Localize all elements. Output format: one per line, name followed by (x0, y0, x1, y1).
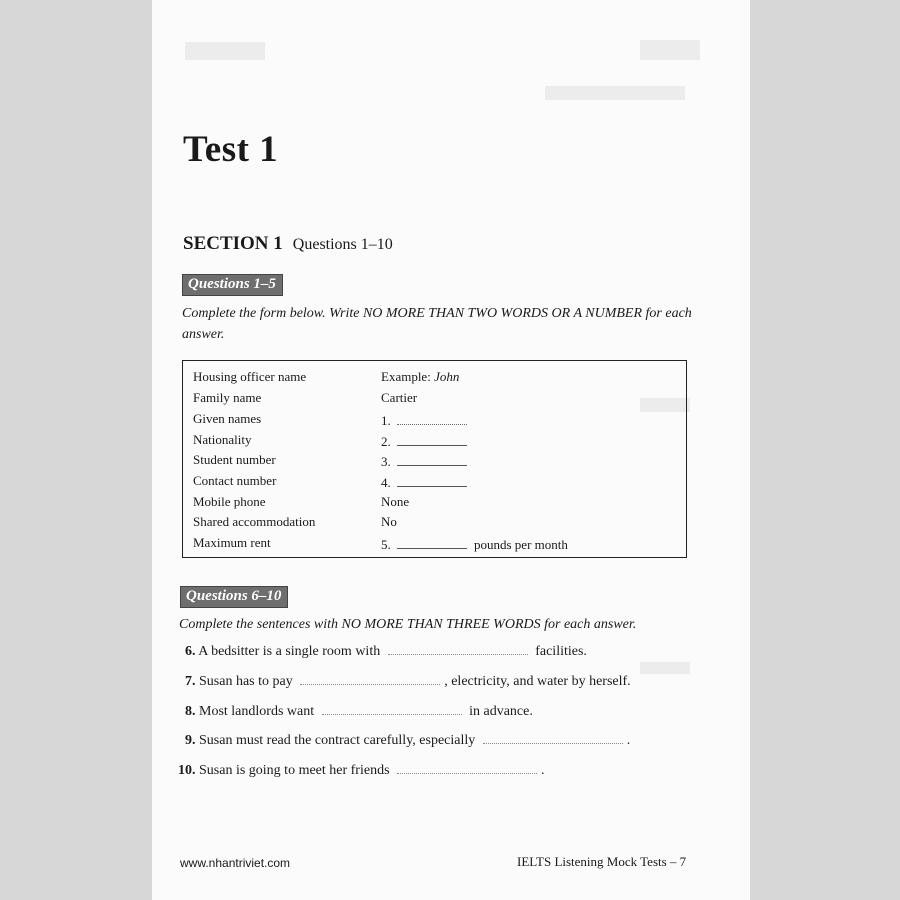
sentence-8 (185, 702, 533, 720)
form-value: None (381, 494, 410, 509)
form-value (381, 535, 568, 553)
answer-blank[interactable] (388, 642, 528, 655)
answer-blank[interactable] (397, 473, 467, 487)
answer-blank[interactable] (397, 761, 537, 774)
form-label: Contact number (193, 473, 277, 488)
sentence-text: Susan must read the contract carefully, especially (199, 733, 476, 748)
answer-number: 3. (381, 454, 391, 469)
sentence-9 (185, 731, 630, 749)
answer-blank[interactable] (300, 672, 440, 685)
answer-blank[interactable] (397, 535, 467, 549)
sentence-text: Susan has to pay (199, 674, 293, 689)
sentence-number: 10. (178, 763, 196, 778)
sentence-10 (178, 761, 545, 779)
sentence-7 (185, 672, 631, 690)
form-value (381, 473, 467, 491)
sentence-number: 6. (185, 644, 196, 659)
sentence-text: Most landlords want (199, 704, 315, 719)
form-label: Nationality (193, 432, 252, 447)
form-value (381, 369, 459, 385)
footer-book-title: IELTS Listening Mock Tests – 7 (517, 854, 687, 869)
form-label: Student number (193, 452, 276, 467)
questions-6-10-label: Questions 6–10 (180, 586, 288, 608)
sentence-text: Susan is going to meet her friends (199, 763, 390, 778)
footer-website: www.nhantriviet.com (180, 856, 291, 870)
section-heading (183, 233, 393, 255)
sentence-text: , electricity, and water by herself. (444, 674, 631, 689)
sentence-text: . (541, 763, 545, 778)
form-label: Maximum rent (193, 535, 271, 550)
answer-blank[interactable] (397, 432, 467, 446)
answer-blank[interactable] (397, 452, 467, 466)
bleed-through-mark (640, 662, 690, 674)
answer-number: 2. (381, 434, 391, 449)
sentence-text: A bedsitter is a single room with (198, 644, 381, 659)
sentence-text: facilities. (535, 644, 587, 659)
sentence-text: in advance. (469, 704, 533, 719)
part1-instruction: Complete the form below. Write NO MORE THAN TWO WORDS OR A NUMBER for each answer. (182, 306, 692, 342)
example-prefix: Example: (381, 369, 431, 384)
bleed-through-mark (185, 42, 265, 60)
answer-number: 5. (381, 537, 391, 552)
answer-number: 4. (381, 475, 391, 490)
background-left (0, 0, 152, 900)
bleed-through-mark (640, 40, 700, 60)
bleed-through-mark (545, 86, 685, 100)
answer-blank[interactable] (483, 731, 623, 744)
form-value (381, 411, 467, 429)
questions-1-5-label: Questions 1–5 (182, 274, 283, 296)
form-value: Cartier (381, 390, 418, 405)
answer-blank[interactable] (397, 411, 467, 425)
sentence-number: 8. (185, 704, 196, 719)
rent-unit: pounds per month (474, 537, 568, 552)
form-label: Shared accommodation (193, 514, 316, 529)
sentence-6 (185, 642, 587, 660)
housing-form (182, 360, 687, 558)
form-label: Family name (193, 390, 262, 405)
sentence-number: 9. (185, 733, 196, 748)
part2-instruction: Complete the sentences with NO MORE THAN THREE WORDS for each answer. (179, 617, 637, 632)
section-name: SECTION 1 (183, 233, 283, 254)
background-right (750, 0, 900, 900)
form-value: No (381, 514, 397, 529)
section-questions: Questions 1–10 (292, 236, 393, 253)
form-label: Housing officer name (193, 369, 307, 384)
form-value (381, 452, 467, 470)
sentence-number: 7. (185, 674, 196, 689)
sentence-text: . (626, 733, 631, 748)
answer-blank[interactable] (322, 702, 462, 715)
answer-number: 1. (381, 413, 391, 428)
example-answer: John (434, 369, 460, 384)
form-label: Given names (193, 411, 262, 426)
form-value (381, 432, 467, 450)
test-title: Test 1 (183, 129, 279, 170)
form-label: Mobile phone (193, 494, 266, 509)
